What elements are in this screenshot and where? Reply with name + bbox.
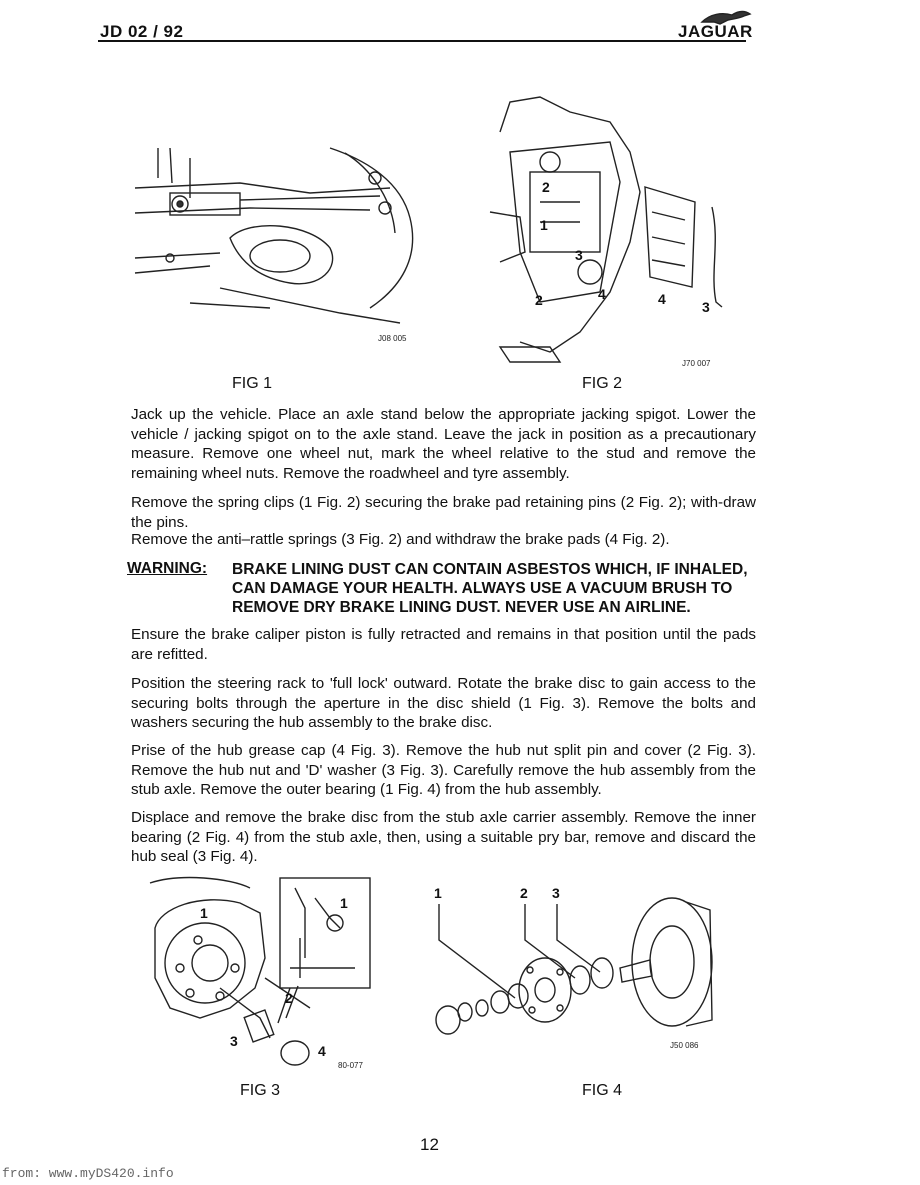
paragraph-anti-rattle: Remove the anti–rattle springs (3 Fig. 2) and withdraw the brake pads (4 Fig. 2). [131, 531, 670, 548]
paragraph-grease-cap: Prise of the hub grease cap (4 Fig. 3). Remove the hub nut split pin and cover (2 Fig. 3). Remove the hub nut and 'D' washer (3 Fig. 3). Carefully remove the hub assembly from the stub axle. Remove the outer bearing (1 Fig. 4) from the hub assembly. [131, 742, 756, 798]
fig3-callout: 4 [318, 1043, 326, 1059]
fig3-caption: FIG 3 [240, 1082, 281, 1099]
fig3-callout: 3 [230, 1033, 238, 1049]
fig4-drawing-code: J50 086 [670, 1041, 699, 1050]
fig3-callout: 2 [285, 990, 293, 1006]
jaguar-leaper-logo [700, 6, 752, 32]
fig4-callout: 2 [520, 885, 528, 901]
fig4-callout: 1 [434, 885, 442, 901]
document-code: JD 02 / 92 [100, 22, 184, 41]
fig3-callout: 1 [340, 895, 348, 911]
warning-label: WARNING: [127, 560, 208, 577]
fig2-callout: 4 [658, 291, 666, 307]
fig1-drawing-code: J08 005 [378, 334, 407, 343]
fig1-caption: FIG 1 [232, 375, 273, 392]
fig4-caption: FIG 4 [582, 1082, 623, 1099]
fig2-callout: 3 [702, 299, 710, 315]
brand-name: JAGUAR [678, 22, 753, 41]
fig2-callout: 3 [575, 247, 583, 263]
fig2-drawing-code: J70 007 [682, 359, 711, 368]
fig3-callout: 1 [200, 905, 208, 921]
fig4-illustration [420, 880, 720, 1070]
source-watermark: from: www.myDS420.info [2, 1166, 174, 1181]
paragraph-brake-disc: Displace and remove the brake disc from the stub axle carrier assembly. Remove the inner bearing (2 Fig. 4) from the stub axle, then, using a suitable pry bar, remove and discard the hub seal (3 Fig. 4). [131, 809, 756, 865]
fig2-callout: 4 [598, 286, 606, 302]
fig2-callout: 2 [542, 179, 550, 195]
paragraph-spring-clips: Remove the spring clips (1 Fig. 2) securing the brake pad retaining pins (2 Fig. 2); with-draw the pins. [131, 494, 756, 531]
paragraph-steering-rack: Position the steering rack to 'full lock' outward. Rotate the brake disc to gain access to the securing bolts through the aperture in the disc shield (1 Fig. 3). Remove the bolts and washers securing the hub assembly to the brake disc. [131, 675, 756, 731]
fig3-illustration [140, 868, 380, 1078]
paragraph-jack-up: Jack up the vehicle. Place an axle stand below the appropriate jacking spigot. Lower the vehicle / jacking spigot on to the axle stand. Leave the jack in position as a precautionary measure. Remove one wheel nut, mark the wheel relative to the stud and remove the remaining wheel nuts. Remove the roadwheel and tyre assembly. [131, 406, 756, 482]
fig2-callout: 2 [535, 292, 543, 308]
page-number: 12 [420, 1135, 439, 1154]
paragraph-caliper-piston: Ensure the brake caliper piston is fully retracted and remains in that position until the pads are refitted. [131, 626, 756, 663]
header-rule [98, 40, 746, 42]
fig2-callout: 1 [540, 217, 548, 233]
fig2-illustration [480, 92, 730, 372]
fig4-callout: 3 [552, 885, 560, 901]
warning-text: BRAKE LINING DUST CAN CONTAIN ASBESTOS WHICH, IF INHALED, CAN DAMAGE YOUR HEALTH. ALWAYS USE A VACUUM BRUSH TO REMOVE DRY BRAKE LINING DUST. NEVER USE AN AIRLINE. [232, 561, 748, 616]
fig1-illustration [130, 138, 440, 348]
fig3-drawing-code: 80-077 [338, 1061, 363, 1070]
fig2-caption: FIG 2 [582, 375, 623, 392]
